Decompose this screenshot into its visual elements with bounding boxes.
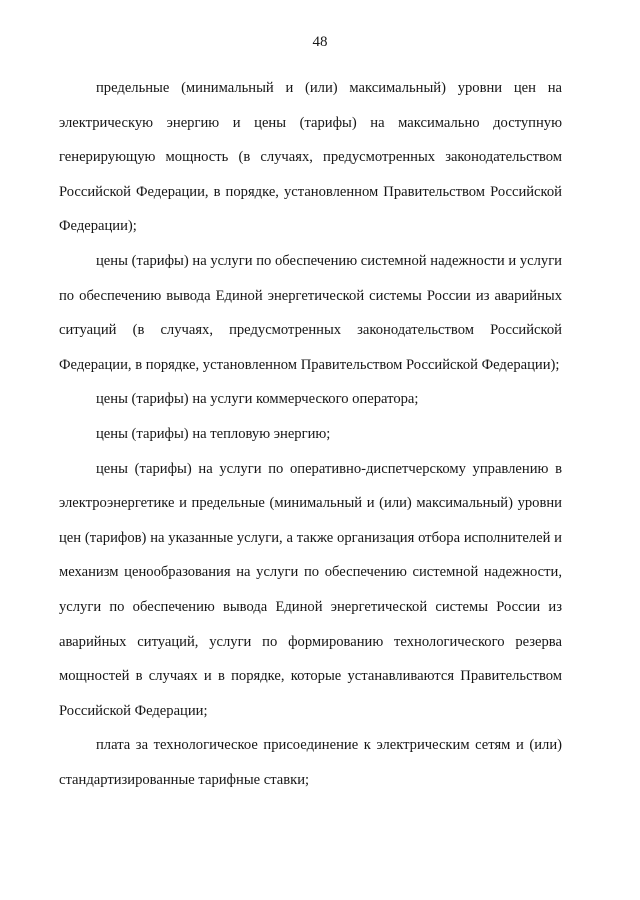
paragraph-dispatch-management-services: цены (тарифы) на услуги по оперативно-диспетчерскому управлению в электроэнергетике и предельные (минимальный и (или) максимальный) уровни цен (тарифов) на указанные услуги, а также организация отбора исполнителей и механизм ценообразования на услуги по обеспечению системной надежности, услуги по обеспечению вывода Единой энергетической системы России из аварийных ситуаций, услуги по формированию технологического резерва мощностей в случаях и в порядке, которые устанавливаются Правительством Российской Федерации; xyxy=(59,460,562,719)
paragraph-thermal-energy-tariffs: цены (тарифы) на тепловую энергию; xyxy=(96,425,331,442)
paragraph-system-reliability-services: цены (тарифы) на услуги по обеспечению системной надежности и услуги по обеспечению вывода Единой энергетической системы России из аварийных ситуаций (в случаях, предусмотренных законодательством Российской Федерации, в порядке, установленном Правительством Российской Федерации); xyxy=(59,252,562,373)
paragraph-commercial-operator-services: цены (тарифы) на услуги коммерческого оператора; xyxy=(96,391,419,408)
paragraph-price-limits-electricity: предельные (минимальный и (или) максимальный) уровни цен на электрическую энергию и цены (тарифы) на максимально доступную генерирующую мощность (в случаях, предусмотренных законодательством Российской Федерации, в порядке, установленном Правительством Российской Федерации); xyxy=(59,80,562,235)
paragraph-grid-connection-fee: плата за технологическое присоединение к электрическим сетям и (или) стандартизированные тарифные ставки; xyxy=(59,737,562,788)
document-body xyxy=(59,71,562,797)
page-number: 48 xyxy=(312,34,328,50)
